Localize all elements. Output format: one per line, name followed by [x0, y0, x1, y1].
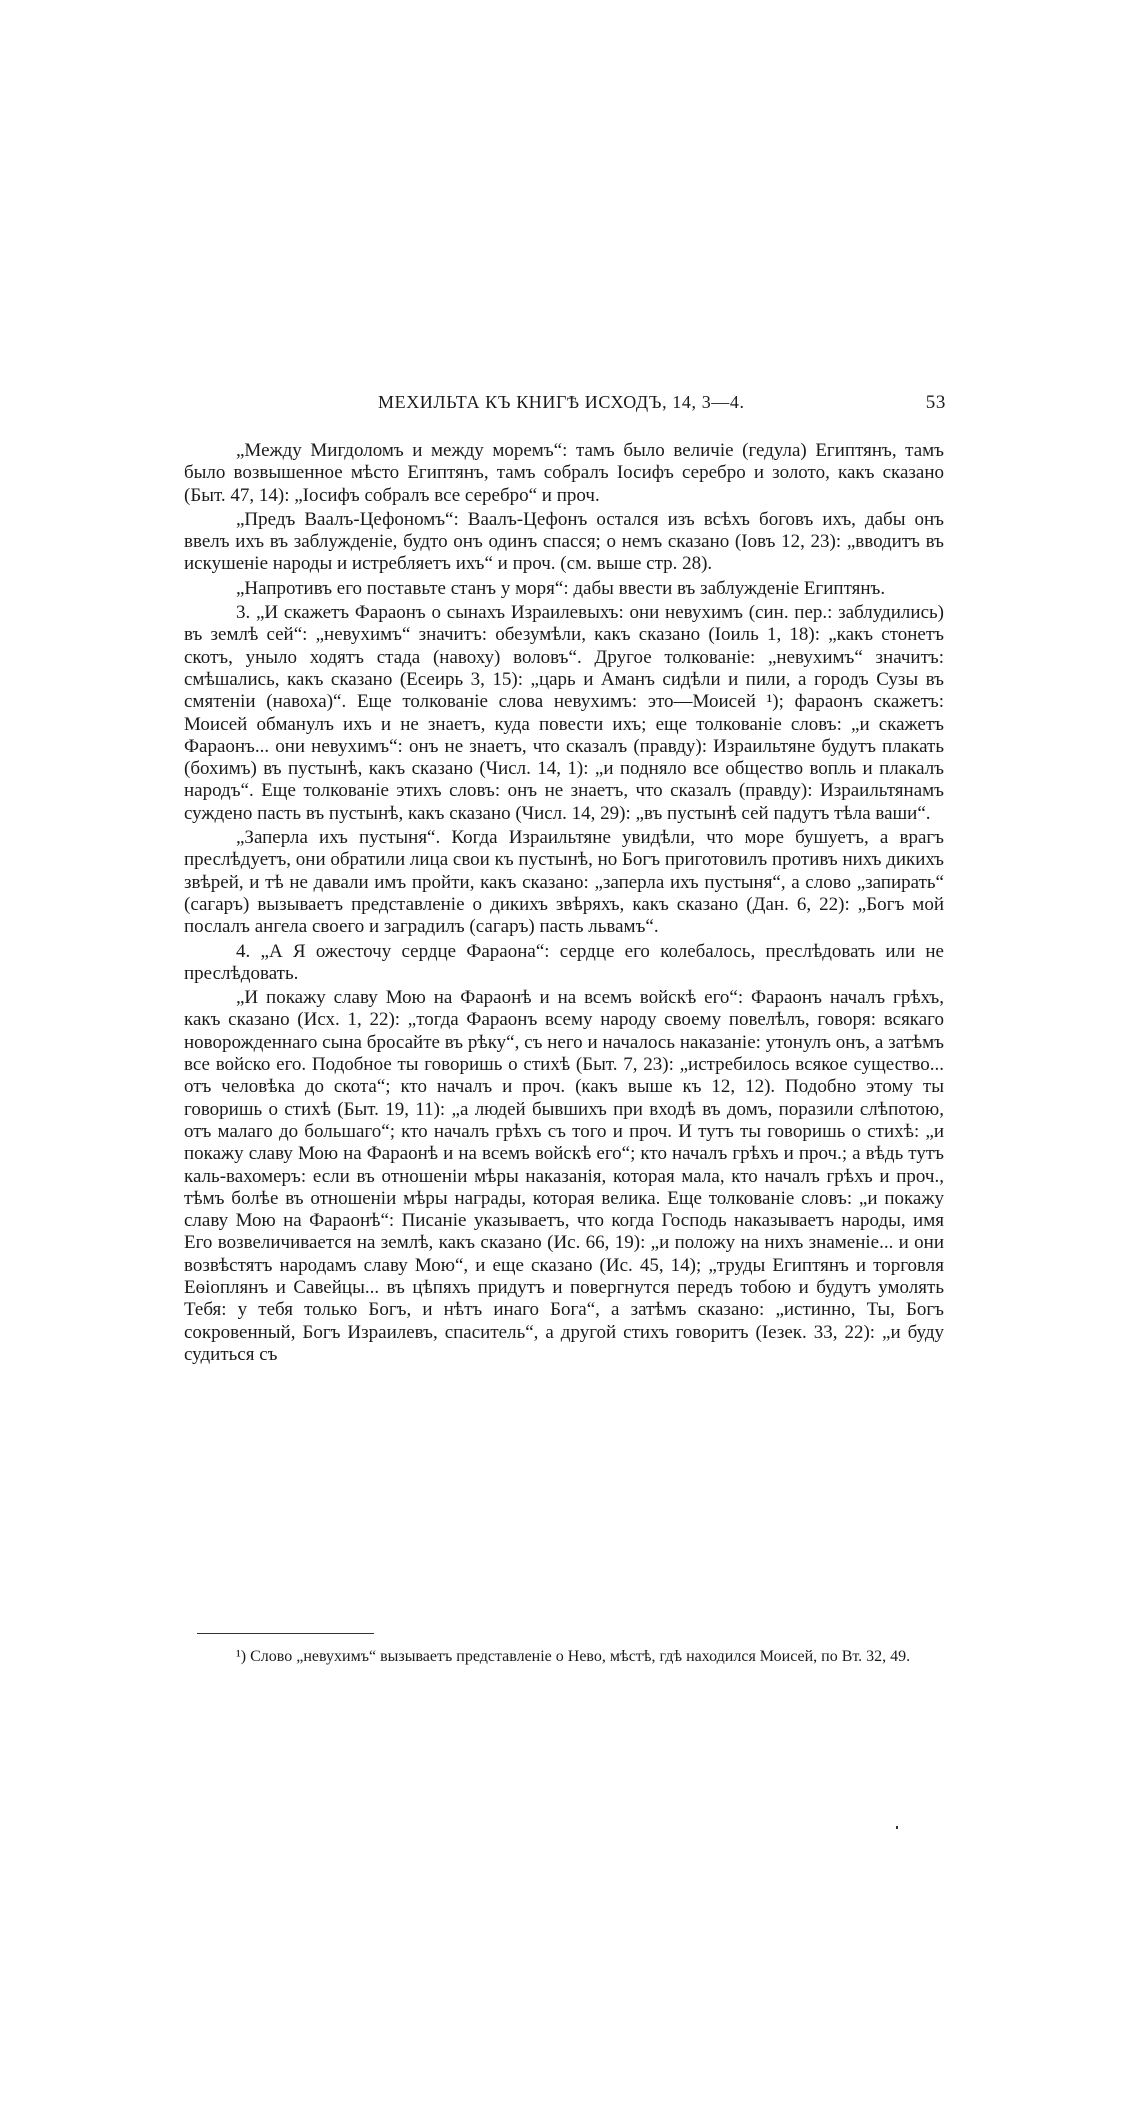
paragraph: „И покажу славу Мою на Фараонѣ и на всемъ войскѣ его“: Фараонъ началъ грѣхъ, какъ сказано (Исх. 1, 22): „тогда Фараонъ всему народу своему повелѣлъ, говоря: всякаго новорожденнаго сына бросайте въ рѣку“, съ него и началось наказаніе: утонулъ онъ, а затѣмъ все войско его. Подобное ты говоришь о стихѣ (Быт. 7, 23): „истребилось всякое существо... отъ человѣка до скота“; кто началъ и проч. (какъ выше къ 12, 12). Подобно этому ты говоришь о стихѣ (Быт. 19, 11): „а людей бывшихъ при входѣ въ домъ, поразили слѣпотою, отъ малаго до большаго“; кто началъ грѣхъ съ того и проч. И тутъ ты говоришь о стихѣ: „и покажу славу Мою на Фараонѣ и на всемъ войскѣ его“; кто началъ грѣхъ и проч.; а вѣдь тутъ каль-вахомеръ: если въ отношеніи мѣры наказанія, которая мала, кто началъ грѣхъ и проч., тѣмъ болѣе въ отношеніи мѣры награды, которая велика. Еще толкованіе словъ: „и покажу славу Мою на Фараонѣ“: Писаніе указываетъ, что когда Господь наказываетъ народы, имя Его возвеличивается на землѣ, какъ сказано (Ис. 66, 19): „и положу на нихъ знаменіе... и они возвѣстятъ народамъ славу Мою“, и еще сказано (Ис. 45, 14); „труды Египтянъ и торговля Еѳіоплянъ и Савейцы... въ цѣпяхъ придутъ и повергнутся передъ тобою и будутъ умолять Тебя: у тебя только Богъ, и нѣтъ инаго Бога“, а затѣмъ сказано: „истинно, Ты, Богъ сокровенный, Богъ Израилевъ, спаситель“, а другой стихъ говоритъ (Іезек. 33, 22): „и буду судиться съ — [184, 987, 944, 1365]
paragraph: „Предъ Ваалъ-Цефономъ“: Ваалъ-Цефонъ остался изъ всѣхъ боговъ ихъ, дабы онъ ввелъ ихъ въ заблужденіе, будто онъ одинъ спасся; о немъ сказано (Іовъ 12, 23): „вводитъ въ искушеніе народы и истребляетъ ихъ“ и проч. (см. выше стр. 28). — [184, 508, 944, 575]
body-text — [184, 440, 944, 1368]
footnote-divider — [197, 1633, 374, 1634]
print-speck — [896, 1826, 898, 1829]
running-header — [378, 392, 946, 413]
footnote — [184, 1645, 944, 1669]
page-number: 53 — [925, 392, 946, 413]
paragraph: 4. „А Я ожесточу сердце Фараона“: сердце его колебалось, преслѣдовать или не преслѣдовать. — [184, 940, 944, 984]
running-title: МЕХИЛЬТА КЪ КНИГѢ ИСХОДЪ, 14, 3—4. — [378, 392, 745, 412]
paragraph: „Между Мигдоломъ и между моремъ“: тамъ было величіе (гедула) Египтянъ, тамъ было возвышенное мѣсто Египтянъ, тамъ собралъ Іосифъ серебро и золото, какъ сказано (Быт. 47, 14): „Іосифъ собралъ все серебро“ и проч. — [184, 440, 944, 506]
paragraph: „Заперла ихъ пустыня“. Когда Израильтяне увидѣли, что море бушуетъ, а врагъ преслѣдуетъ, они обратили лица свои къ пустынѣ, но Богъ приготовилъ противъ нихъ дикихъ звѣрей, и тѣ не давали имъ пройти, какъ сказано: „заперла ихъ пустыня“, а слово „запирать“ (сагаръ) вызываетъ представленіе о дикихъ звѣряхъ, какъ сказано (Дан. 6, 22): „Богъ мой послалъ ангела своего и заградилъ (сагаръ) пасть львамъ“. — [184, 827, 944, 938]
footnote-text: ¹) Слово „невухимъ“ вызываетъ представленіе о Нево, мѣстѣ, гдѣ находился Моисей, по Вт. 32, 49. — [236, 1648, 911, 1665]
paragraph: 3. „И скажетъ Фараонъ о сынахъ Израилевыхъ: они невухимъ (син. пер.: заблудились) въ землѣ сей“: „невухимъ“ значитъ: обезумѣли, какъ сказано (Іоиль 1, 18): „какъ стонетъ скотъ, уныло ходятъ стада (навоху) воловъ“. Другое толкованіе: „невухимъ“ значитъ: смѣшались, какъ сказано (Есеирь 3, 15): „царь и Аманъ сидѣли и пили, а городъ Сузы въ смятеніи (навоха)“. Еще толкованіе слова невухимъ: это—Моисей ¹); фараонъ скажетъ: Моисей обманулъ ихъ и не знаетъ, куда повести ихъ; еще толкованіе словъ: „и скажетъ Фараонъ... они невухимъ“: онъ не знаетъ, что сказалъ (правду): Израильтяне будутъ плакать (бохимъ) въ пустынѣ, какъ сказано (Числ. 14, 1): „и подняло все общество вопль и плакалъ народъ“. Еще толкованіе этихъ словъ: онъ не знаетъ, что сказалъ (правду): Израильтянамъ суждено пасть въ пустынѣ, какъ сказано (Числ. 14, 29): „въ пустынѣ сей падутъ тѣла ваши“. — [184, 602, 944, 824]
paragraph: „Напротивъ его поставьте станъ у моря“: дабы ввести въ заблужденіе Египтянъ. — [236, 577, 886, 599]
